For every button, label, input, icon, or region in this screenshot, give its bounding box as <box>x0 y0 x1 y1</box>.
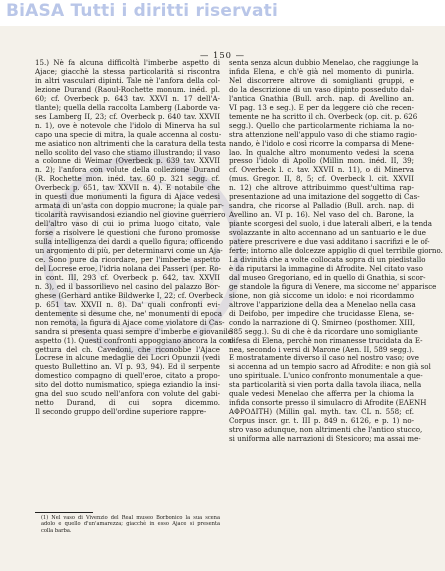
text-line: lezione Durand (Raoul-Rochette monum. inéd. pl. <box>35 84 220 94</box>
text-line: stra attenzione nell'appulo vaso di che stiamo ragio- <box>229 129 418 139</box>
page-number: — 150 — <box>199 50 246 60</box>
text-line: ghese (Gerhard antike Bildwerke I, 22; cf. Overbeck <box>35 290 224 300</box>
text-line: La divinità che a volte collocata sopra di un piedistallo <box>229 254 426 264</box>
text-line: nando, è l'idolo e così ricorre la comparsa di Mene- <box>229 138 414 148</box>
text-line: forse a risolvere le questioni che furono promosse <box>35 228 220 238</box>
text-line: n. 2); l'anfora con volute della collezione Durand <box>35 165 220 175</box>
footnote-divider <box>35 512 93 513</box>
text-line: ce. Sono pure da ricordare, per l'imberbe aspetto <box>35 254 220 264</box>
text-line: Avellino an. VI p. 16). Nel vaso del ch. Barone, la <box>229 210 414 220</box>
text-line: di Deifobo, per impedire che trucidasse Elena, se- <box>229 308 414 318</box>
text-line: Overbeck p. 651, tav. XXVII n. 4). E notabile che <box>35 183 220 193</box>
text-line: presso l'idolo di Apollo (Millin mon. inéd. II, 39; <box>229 156 414 166</box>
text-line: difesa di Elena, perchè non rimanesse trucidata da E- <box>229 335 423 345</box>
footnote-line: (1) Nel vaso di Vivenzio del Real museo Borbonico la sua scena <box>41 515 220 521</box>
text-line: capo una specie di mitra, la quale accenna al costu- <box>35 129 222 139</box>
text-line: 15.) Nè fa alcuna difficoltà l'imberbe aspetto di <box>35 58 220 67</box>
text-line: questo Bullettino an. VI p. 93, 94). Ed il serpente <box>35 362 220 372</box>
footnote-line: colla barba. <box>41 527 72 534</box>
text-line: sito del dotto numismatico, spiega eziandio la insi- <box>35 380 220 390</box>
text-line: sulla intelligenza dei dardi a quello figura; officendo <box>35 237 224 247</box>
text-line: del Locrese eroe, l'idria nolana dei Passeri (per. Ro- <box>35 263 222 273</box>
watermark-banner <box>0 0 445 26</box>
text-line: domestico compagno di quell'eroe, citato a propo- <box>35 371 220 381</box>
text-line: E mostratamente diverso il caso nel nostro vaso; ove <box>229 353 419 363</box>
text-line: Nel discorrere altrove di somiglianti gruppi, e <box>229 75 414 85</box>
text-line: n. 1), ove è notevole che l'idolo di Minerva ha sul <box>35 120 220 130</box>
text-line: Ajace; giacchè la stessa particolarità si riscontra <box>35 66 220 76</box>
text-line: sandra si presenta quasi sempre d'imberbe e giovanile <box>35 326 233 336</box>
text-line: n. 3), ed il bassorilievo nel casino del palazzo Bor- <box>35 281 220 291</box>
text-line: a colonne di Weimar (Overbeck p. 639 tav. XXVII <box>35 156 220 166</box>
text-line: condo la narrazione di Q. Smirneo (posthomer. XIII, <box>229 317 415 327</box>
right-text-column <box>229 58 443 444</box>
text-line: nello scolito del vaso che stiamo illustrando; il vaso <box>35 147 220 157</box>
text-line: VI pag. 13 e seg.). E per da leggere ciò che recen- <box>229 102 414 112</box>
text-line: cf. Overbeck l. c. tav. XXVII n. 11), o di Minerva <box>229 165 414 175</box>
text-line: senta senza alcun dubbio Menelao, che raggiunge la <box>229 58 419 67</box>
text-line: dell'altro vaso di cui io prima luogo citato, vale <box>35 219 220 229</box>
text-line: dal museo Gregoriano, ed in quello di Gnathia, si scor- <box>229 272 426 282</box>
text-line: Locrese in alcune medaglie dei Locri Opunzii (vedi <box>35 353 220 363</box>
text-line: me asiatico non altrimenti che la caratura della testa <box>35 138 227 148</box>
text-line: svolazzante in alto accennano ad un santuario e le due <box>229 228 426 238</box>
text-line: in cont. III, 293 cf. Overbeck p. 642, tav. XXVII <box>35 272 220 282</box>
text-line: lao. In qualche altro monumento vedesi la scena <box>229 147 414 157</box>
text-line: do la descrizione di un vaso dipinto posseduto dal- <box>229 84 414 94</box>
text-line: non remota, la figura di Ajace come violatore di Cas- <box>35 317 225 327</box>
text-line: Il secondo gruppo dell'ordine superiore rappre- <box>35 407 207 417</box>
text-line: l'antica Gnathia (Bull. arch. nap. di Avellino an. <box>229 93 414 103</box>
text-line: un argomento di più, per determinarvi come un Aja- <box>35 246 223 256</box>
text-line: in questi due monumenti la figura di Ajace vedesi <box>35 192 220 202</box>
text-line: piante scorgesi del suolo, i due laterali alberi, e la tenda <box>229 219 432 229</box>
text-line: tlante); quella della raccolta Lamberg (Laborde va- <box>35 102 220 112</box>
text-line: 60; cf. Overbeck p. 643 tav. XXVI n. 17 dell'A- <box>35 93 220 103</box>
text-line: armata di un'asta con doppio mucrone; la quale par- <box>35 201 224 211</box>
text-line: sione, non già siccome un idolo: e noi ricordammo <box>229 290 414 300</box>
text-line: n. 12) che altrove attribuimmo quest'ultima rap- <box>229 183 414 193</box>
text-line: (R. Rochette mon. inéd. tav. 60 p. 321 segg. cf. <box>35 174 220 184</box>
text-line: segg.). Quello che particolarmente richiama la no- <box>229 120 414 130</box>
text-line: altrove l'apparizione della dea a Menelao nella casa <box>229 299 416 309</box>
text-line: ses Lamberg II, 23; cf. Overbeck p. 640 tav. XXVII <box>35 111 220 121</box>
text-line: infida consorte presso il simulacro di Afrodite (ΕΛΕΝΗ <box>229 398 427 408</box>
text-line: sta particolarità si vien porta dalla tavola iliaca, nella <box>229 380 422 390</box>
text-line: si uniforma alle narrazioni di Stesicoro; ma assai me- <box>229 434 421 444</box>
text-line: è da riputarsi la immagine di Afrodite. Nel citato vaso <box>229 263 423 273</box>
banner-title: BiASA Tutti i diritti riservati <box>6 1 278 21</box>
text-line: patere prescrivere e due vasi additano i sacrifizi e le of- <box>229 237 430 247</box>
text-line: aspetto (1). Questi confronti appoggiano ancora la con- <box>35 335 235 345</box>
text-line: dentemente si desume che, ne' monumenti di epoca <box>35 308 222 318</box>
text-line: gettura del ch. Cavedoni, che riconobbe l'Ajace <box>35 344 220 354</box>
text-line: ΑΦΡΟΔΙΤΗ) (Millin gal. myth. tav. CL n. 558; cf. <box>229 407 414 417</box>
text-line: temente ne ha scritto il ch. Overbeck (op. cit. p. 626 <box>229 111 418 121</box>
text-line: ge standole la figura di Venere, ma siccome ne' apparisce <box>229 281 437 291</box>
text-line: ferte; intorno alle dolcezze appiglio di quel terribile giorno. <box>229 246 443 256</box>
text-line: quale vedesi Menelao che afferra per la chioma la <box>229 389 414 399</box>
text-line: nea, secondo i versi di Marone (Aen. II, 589 segg.). <box>229 344 414 354</box>
text-line: presentazione ad una imitazione del soggetto di Cas- <box>229 192 420 202</box>
text-line: uno spirituale. L'unico confronto monumentale a que- <box>229 371 423 381</box>
text-line: gna del suo scudo nell'anfora con volute del gabi- <box>35 389 220 399</box>
text-line: stro vaso adunque, non altrimenti che l'antico stucco, <box>229 425 423 435</box>
text-line: 385 segg.). Su di che è da ricordare uno somigliante <box>229 326 418 336</box>
left-text-column <box>35 58 235 417</box>
text-line: infida Elena, e ch'è già nel momento di punirla. <box>229 66 414 76</box>
text-line: netto Durand, di cui sopra dicemmo. <box>35 398 220 408</box>
footnote-line: adolo e quello d'un'amarezza; giacchè in esso Ajace si presenta <box>41 521 220 528</box>
text-line: in altri vasculari dipinti. Tale nè l'anfora della col- <box>35 75 220 85</box>
text-line: (mus. Gregor. II, 8, 5; cf. Overbeck l. cit. XXVII <box>229 174 414 184</box>
text-line: Corpus inscr. gr. t. III p. 849 n. 6126, e p. 1) no- <box>229 416 414 426</box>
text-line: si accenna ad un tempio sacro ad Afrodite: e non già sol <box>229 362 431 372</box>
text-line: p. 651 tav. XXVII n. 8). Da' quali confronti evi- <box>35 299 220 309</box>
footnote <box>41 515 220 534</box>
text-line: sandra, che ricorse al Palladio (Bull. arch. nap. di <box>229 201 414 211</box>
text-line: ticolarità ravvisandosi eziandio nel giovine guerriero <box>35 210 226 220</box>
